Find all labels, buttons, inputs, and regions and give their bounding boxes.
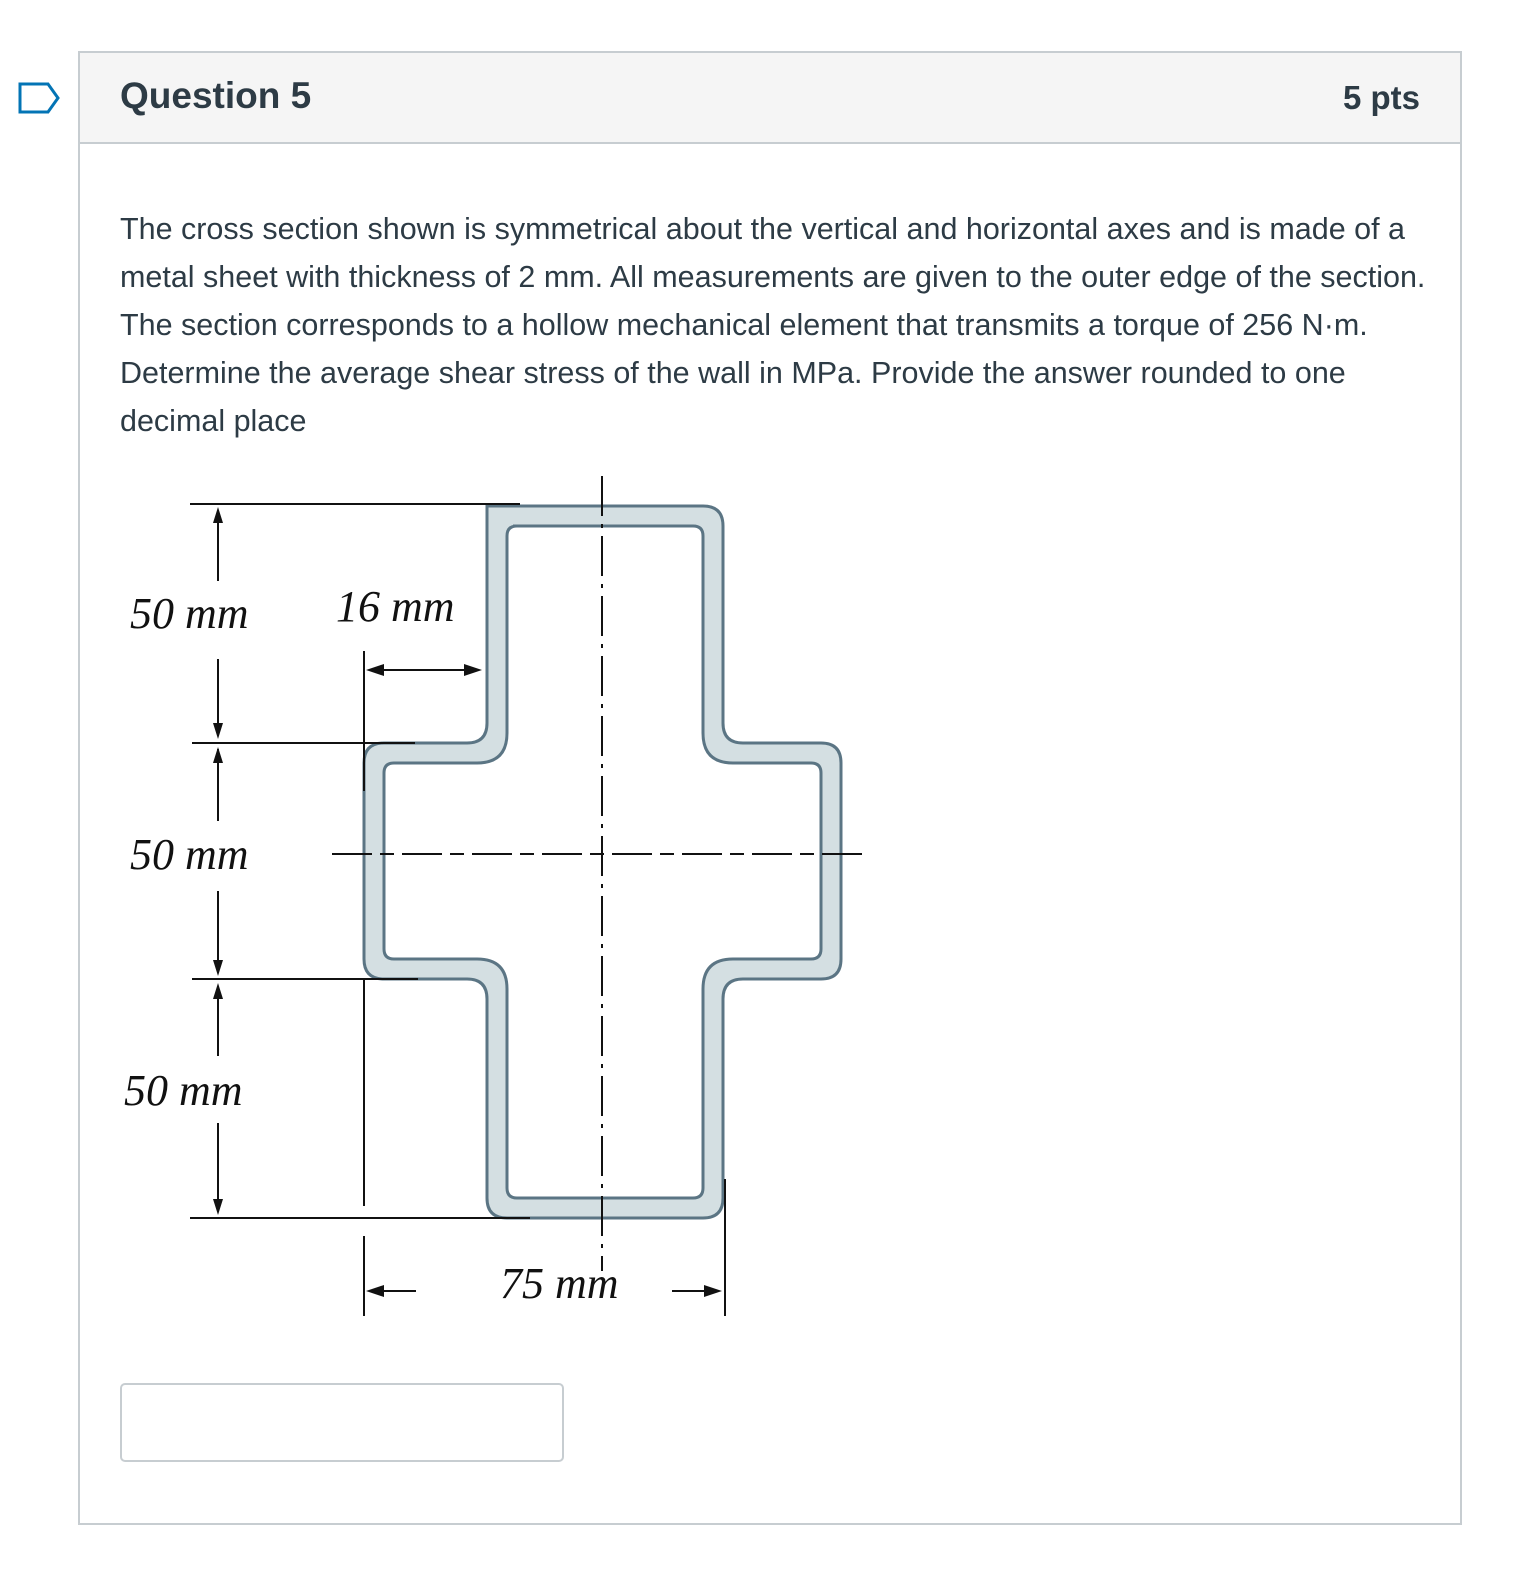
- question-points: 5 pts: [1342, 79, 1420, 116]
- dim-label-top: 50 mm: [130, 589, 249, 638]
- dim-label-width: 75 mm: [500, 1259, 619, 1308]
- question-title: Question 5: [120, 75, 312, 116]
- dim-label-offset: 16 mm: [336, 582, 455, 631]
- dim-label-bottom: 50 mm: [124, 1066, 243, 1115]
- dim-label-middle: 50 mm: [130, 830, 249, 879]
- question-card: [78, 51, 1462, 1525]
- question-header: [80, 53, 1460, 144]
- cross-section-figure: [120, 471, 880, 1331]
- answer-input[interactable]: [122, 1385, 562, 1460]
- flag-question-icon[interactable]: [18, 80, 62, 116]
- answer-box: [120, 1383, 564, 1462]
- question-text: The cross section shown is symmetrical about the vertical and horizontal axes and is made of a metal sheet with thickness of 2 mm. All measurements are given to the outer edge of the section. The section corresponds to a hollow mechanical element that transmits a torque of 256 N·m. Determine the average shear stress of the wall in MPa. Provide the answer rounded to one decimal place: [120, 212, 1426, 438]
